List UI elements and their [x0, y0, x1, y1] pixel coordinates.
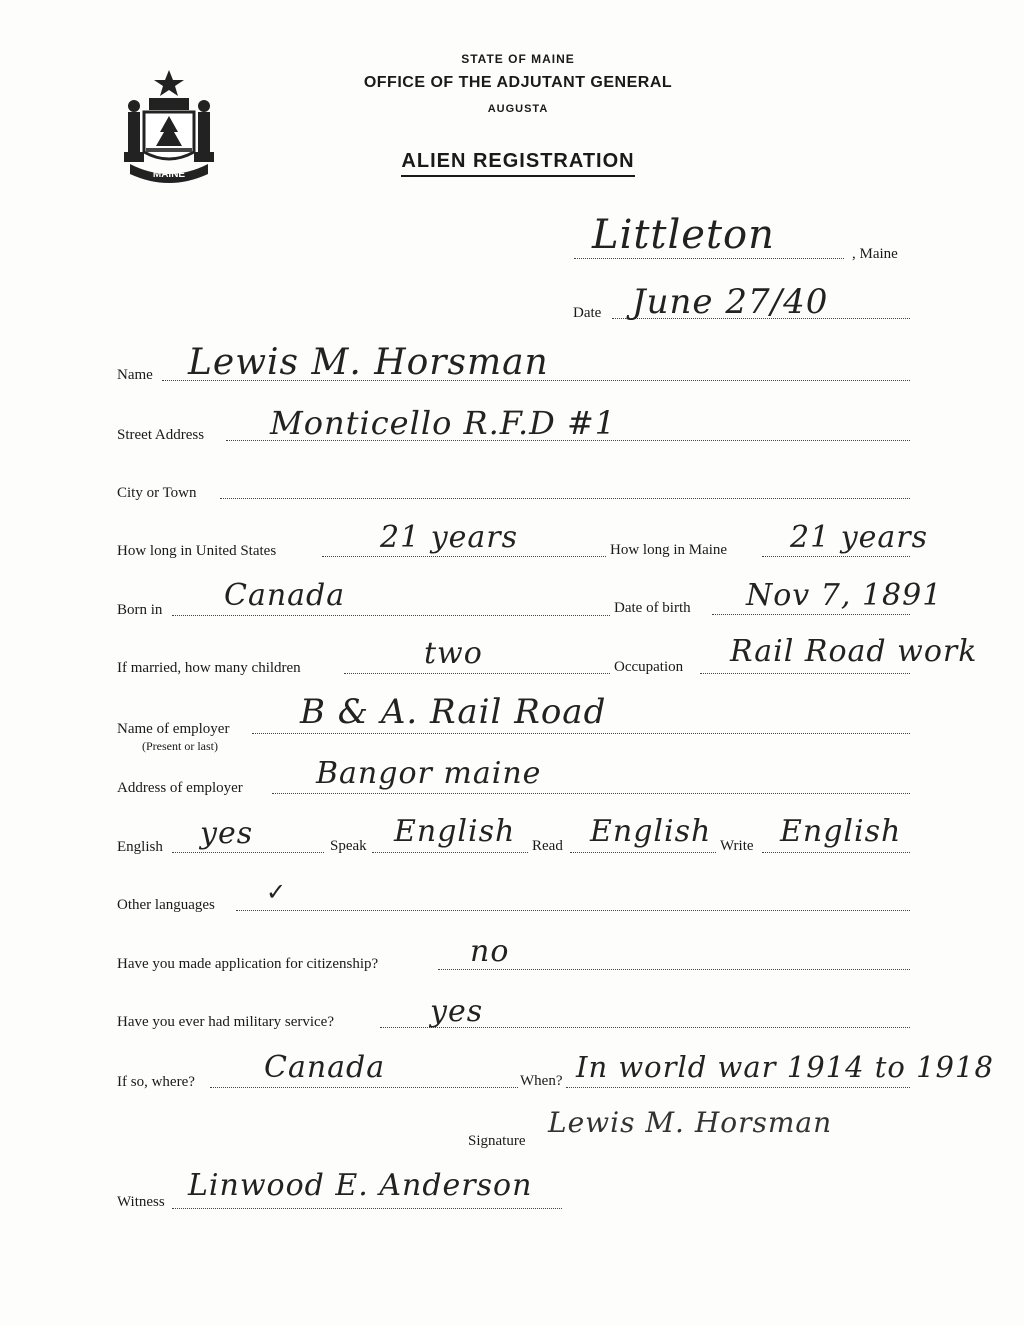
street-value: Monticello R.F.D #1 — [270, 404, 617, 442]
english-line — [172, 852, 324, 853]
english-label: English — [117, 839, 163, 855]
witness-label: Witness — [117, 1194, 165, 1210]
write-line — [762, 852, 910, 853]
occupation-line — [700, 673, 910, 674]
maine-duration-line — [762, 556, 910, 557]
header-city: AUGUSTA — [487, 103, 549, 115]
when-line — [566, 1087, 910, 1088]
read-label: Read — [532, 838, 563, 854]
form-title-text: ALIEN REGISTRATION — [401, 150, 634, 177]
speak-value: English — [394, 814, 516, 849]
speak-label: Speak — [330, 838, 367, 854]
date-label: Date — [573, 305, 602, 321]
speak-line — [372, 852, 528, 853]
town-line — [574, 258, 844, 259]
applicant-signature: Lewis M. Horsman — [548, 1106, 833, 1139]
employer-address-label: Address of employer — [117, 780, 243, 796]
town-value: Littleton — [592, 212, 775, 258]
us-duration-label: How long in United States — [117, 543, 277, 559]
header-state: STATE OF MAINE — [461, 52, 575, 66]
children-line — [344, 673, 610, 674]
employer-address-value: Bangor maine — [316, 756, 542, 791]
dob-value: Nov 7, 1891 — [746, 578, 943, 613]
maine-duration-value: 21 years — [790, 520, 929, 555]
children-value: two — [424, 636, 483, 671]
city-label: City or Town — [117, 485, 197, 501]
city-line — [220, 498, 910, 499]
where-value: Canada — [264, 1050, 386, 1085]
us-duration-value: 21 years — [380, 520, 519, 555]
english-value: yes — [200, 816, 254, 851]
maine-duration-label: How long in Maine — [610, 542, 728, 558]
dob-label: Date of birth — [614, 600, 691, 616]
read-line — [570, 852, 716, 853]
citizenship-value: no — [470, 934, 510, 969]
employer-address-line — [272, 793, 910, 794]
employer-value: B & A. Rail Road — [300, 692, 607, 732]
where-line — [210, 1087, 518, 1088]
date-value: June 27/40 — [632, 282, 829, 322]
other-languages-label: Other languages — [117, 897, 215, 913]
military-label: Have you ever had military service? — [117, 1014, 334, 1030]
employer-line — [252, 733, 910, 734]
other-languages-check-icon: ✓ — [266, 878, 287, 906]
citizenship-line — [438, 969, 910, 970]
write-value: English — [780, 814, 902, 849]
occupation-value: Rail Road work — [730, 634, 978, 669]
maine-suffix-label: , Maine — [852, 246, 898, 262]
name-label: Name — [117, 367, 153, 383]
read-value: English — [590, 814, 712, 849]
other-languages-line — [236, 910, 910, 911]
seal-banner-text: MAINE — [152, 169, 186, 180]
witness-signature: Linwood E. Anderson — [188, 1168, 533, 1203]
header-office: OFFICE OF THE ADJUTANT GENERAL — [363, 74, 673, 91]
occupation-label: Occupation — [614, 659, 684, 675]
street-label: Street Address — [117, 427, 205, 443]
name-value: Lewis M. Horsman — [188, 342, 549, 383]
dob-line — [712, 614, 910, 615]
when-label: When? — [520, 1073, 563, 1089]
military-value: yes — [430, 994, 484, 1029]
employer-note: (Present or last) — [142, 739, 218, 753]
witness-line — [172, 1208, 562, 1209]
write-label: Write — [720, 838, 754, 854]
born-value: Canada — [224, 578, 346, 613]
employer-label: Name of employer — [117, 721, 230, 737]
signature-label: Signature — [468, 1133, 526, 1149]
us-duration-line — [322, 556, 606, 557]
born-label: Born in — [117, 602, 163, 618]
born-line — [172, 615, 610, 616]
children-label: If married, how many children — [117, 660, 301, 676]
citizenship-label: Have you made application for citizenship? — [117, 956, 379, 972]
when-value: In world war 1914 to 1918 — [576, 1050, 994, 1084]
where-label: If so, where? — [117, 1074, 195, 1090]
form-title — [6, 150, 1024, 173]
